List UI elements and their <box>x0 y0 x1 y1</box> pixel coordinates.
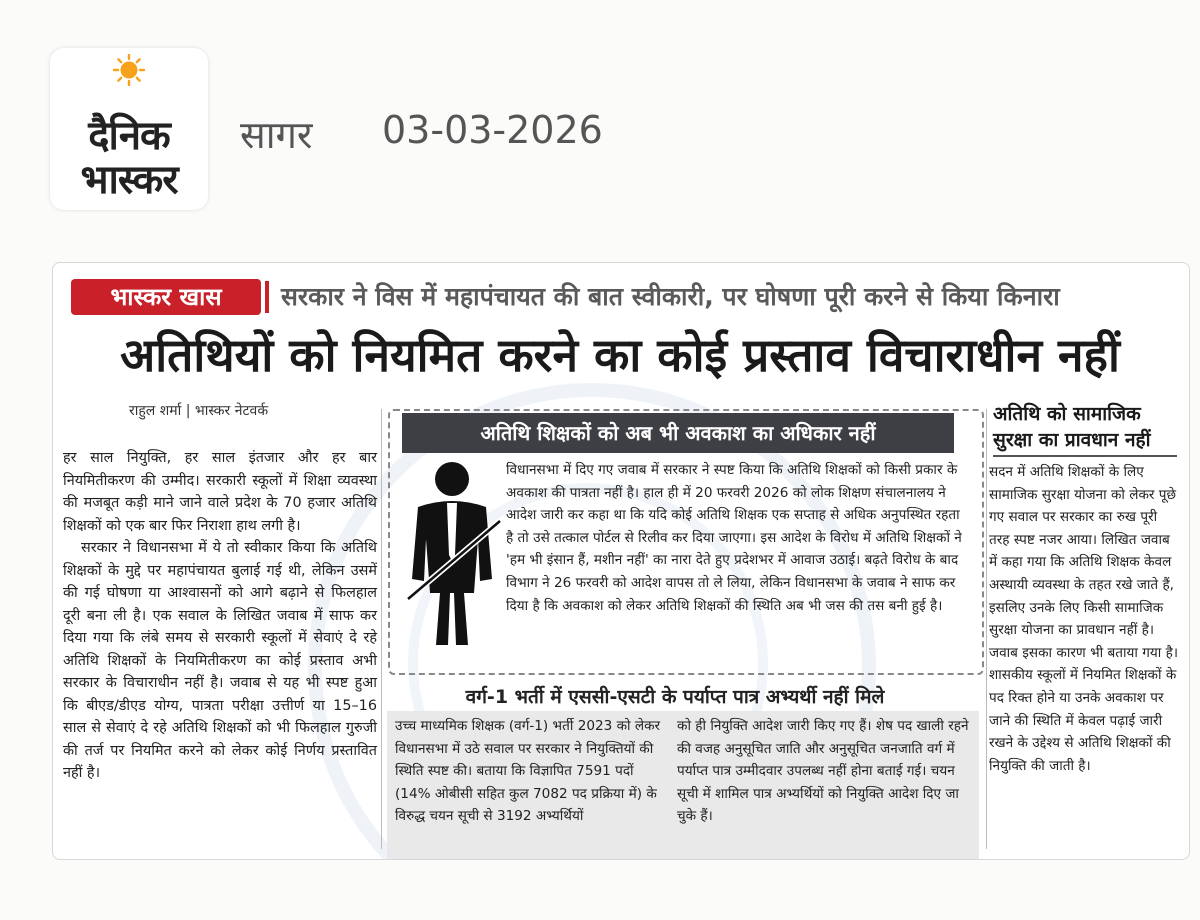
logo-text-line1: दैनिक <box>88 113 170 159</box>
kicker-separator <box>265 281 269 313</box>
section2-panel <box>387 711 979 859</box>
headline: अतिथियों को नियमित करने का कोई प्रस्ताव विचाराधीन नहीं <box>120 328 1120 382</box>
right-column-text <box>989 461 1181 777</box>
box-title: अतिथि शिक्षकों को अब भी अवकाश का अधिकार नहीं <box>402 413 954 453</box>
section2-text-col-a: उच्च माध्यमिक शिक्षक (वर्ग-1) भर्ती 2023 को लेकर विधानसभा में उठे सवाल पर सरकार ने नियुक्तियों की स्थिति स्पष्ट की। बताया कि विज्ञापित 7591 पदों (14% ओबीसी सहित कुल 7082 पद प्रक्रिया में) के विरुद्ध चयन सूची से 3192 अभ्यर्थियों <box>395 718 661 824</box>
byline: राहुल शर्मा | भास्कर नेटवर्क <box>129 403 269 419</box>
box-text: विधानसभा में दिए गए जवाब में सरकार ने स्पष्ट किया कि अतिथि शिक्षकों को किसी प्रकार के अवकाश की पात्रता नहीं है। हाल ही में 20 फरवरी 2026 को लोक शिक्षण संचालनालय ने आदेश जारी कर कहा था कि यदि कोई अतिथि शिक्षक एक सप्ताह से अधिक अनुपस्थित रहता है तो उसे तत्काल पोर्टल से रिलीव कर दिया जाएगा। इस आदेश के विरोध में अतिथि शिक्षकों ने 'हम भी इंसान हैं, मशीन नहीं' का नारा देते हुए प्रदेशभर में आवाज उठाई। बढ़ते विरोध के बाद विभाग ने 26 फरवरी को आदेश वापस तो ले लिया, लेकिन विधानसभा के जवाब ने साफ कर दिया है कि अवकाश को लेकर अतिथि शिक्षकों की स्थिति अब भी जस की तस बनी हुई है। <box>506 462 962 614</box>
kicker-badge: भास्कर खास <box>71 279 261 315</box>
kicker-row <box>63 277 1179 319</box>
column-divider <box>381 409 382 849</box>
edition-city: सागर <box>240 113 313 157</box>
edition-date: 03-03-2026 <box>382 108 603 152</box>
teacher-figure-icon <box>400 459 504 649</box>
dainik-bhaskar-logo <box>50 48 208 210</box>
main-story-column <box>63 447 377 785</box>
sidebar-box-leave <box>388 409 984 675</box>
main-paragraph: हर साल नियुक्ति, हर साल इंतजार और हर बार नियमितीकरण की उम्मीद। सरकारी स्कूलों में शिक्षा व्यवस्था की मजबूत कड़ी माने जाने वाले प्रदेश के 70 हजार अतिथि शिक्षकों को एक बार फिर निराशा हाथ लगी है। <box>63 450 377 534</box>
section2-title: वर्ग-1 भर्ती में एससी-एसटी के पर्याप्त पात्र अभ्यर्थी नहीं मिले <box>465 686 885 708</box>
right-paragraph: शासकीय स्कूलों में नियमित शिक्षकों के पद रिक्त होने या उनके अवकाश पर जाने की स्थिति में केवल पढ़ाई जारी रखने के उद्देश्य से अतिथि शिक्षकों की नियुक्ति की जाती है। <box>989 667 1177 774</box>
subheadline: सरकार ने विस में महापंचायत की बात स्वीकारी, पर घोषणा पूरी करने से किया किनारा <box>281 282 1060 311</box>
sun-logo-icon <box>113 54 145 86</box>
right-column-title: अतिथि को सामाजिक सुरक्षा का प्रावधान नहीं <box>993 403 1151 451</box>
right-paragraph: सदन में अतिथि शिक्षकों के लिए सामाजिक सुरक्षा योजना को लेकर पूछे गए सवाल पर सरकार का रुख पूरी तरह स्पष्ट नजर आया। लिखित जवाब में कहा गया कि अतिथि शिक्षक केवल अस्थायी व्यवस्था के तहत रखे जाते हैं, इसलिए उनके लिए किसी सामाजिक सुरक्षा योजना का प्रावधान नहीं है। जवाब इसका कारण भी बताया गया है। <box>989 464 1178 661</box>
section2-text-col-b: को ही नियुक्ति आदेश जारी किए गए हैं। शेष पद खाली रहने की वजह अनुसूचित जाति और अनुसूचित जनजाति वर्ग में पर्याप्त पात्र उम्मीदवार उपलब्ध नहीं होना बताई गई। चयन सूची में शामिल पात्र अभ्यर्थियों को नियुक्ति आदेश दिए जा चुके हैं। <box>677 718 969 824</box>
logo-text-line2: भास्कर <box>80 157 178 203</box>
column-divider <box>986 409 987 849</box>
right-title-rule <box>993 455 1177 457</box>
main-paragraph: सरकार ने विधानसभा में ये तो स्वीकार किया कि अतिथि शिक्षकों के मुद्दे पर महापंचायत बुलाई गई थी, लेकिन उसमें की गई घोषणा या आश्वासनों को आगे बढ़ाने से फिलहाल दूरी बना ली है। एक सवाल के लिखित जवाब में साफ कर दिया गया कि लंबे समय से सरकारी स्कूलों में सेवाएं दे रहे अतिथि शिक्षकों के नियमितीकरण का कोई प्रस्ताव अभी सरकार के विचाराधीन नहीं है। जवाब से यह भी स्पष्ट हुआ कि बीएड/डीएड योग्य, पात्रता परीक्षा उत्तीर्ण या 15–16 साल से सेवाएं दे रहे अतिथि शिक्षकों को भी फिलहाल गुरुजी की तर्ज पर नियमित करने को लेकर कोई निर्णय प्रस्तावित नहीं है। <box>63 540 377 781</box>
news-clipping <box>52 262 1190 860</box>
